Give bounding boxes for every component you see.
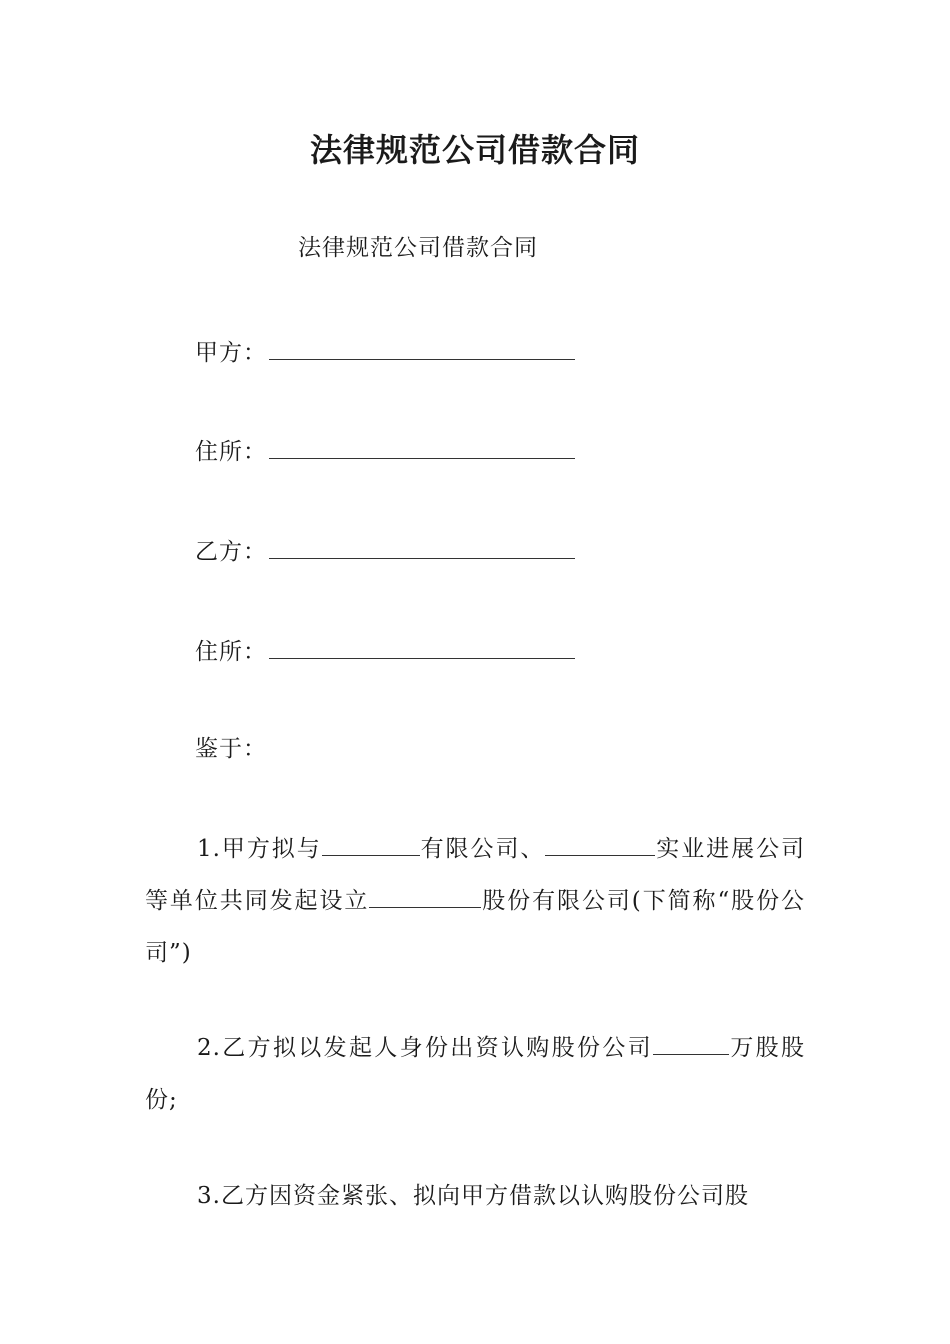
clause-2-blank-1 <box>653 1032 729 1055</box>
party-a-row <box>195 333 575 371</box>
clause-1-text-5: 股份有限公司(下简称 <box>481 888 718 914</box>
document-title: 法律规范公司借款合同 <box>309 131 640 169</box>
whereas-label: 鉴于： <box>195 736 267 762</box>
party-b-label: 乙方： <box>195 539 267 565</box>
clause-1-blank-1 <box>322 833 420 856</box>
party-a-address-label: 住所： <box>195 439 267 465</box>
party-a-blank <box>269 333 575 360</box>
clause-2 <box>145 1022 805 1126</box>
whereas-heading <box>195 731 267 767</box>
clause-2-text-1: 2.乙方拟以发起人身份出资认购股份公司 <box>197 1035 653 1061</box>
party-b-address-blank <box>269 632 575 659</box>
clause-1-text-3: 实业进展公 <box>655 836 782 862</box>
party-a-address-blank <box>269 432 575 459</box>
clause-3 <box>145 1170 805 1222</box>
clause-3-text-1: 3.乙方因资金紧张、拟向甲方借款以认购股份公司股 <box>197 1183 749 1209</box>
clause-1-text-2: 有限公司、 <box>419 836 546 862</box>
clause-1-blank-3 <box>369 885 481 908</box>
party-b-row <box>195 532 575 570</box>
clause-2-text-2: 万股 <box>728 1035 781 1061</box>
party-b-blank <box>269 532 575 559</box>
document-subtitle: 法律规范公司借款合同 <box>298 235 538 261</box>
clause-1-text-1: 1.甲方拟与 <box>197 836 322 862</box>
clause-1 <box>145 823 805 979</box>
party-a-address-row <box>195 432 575 470</box>
party-b-address-row <box>195 632 575 670</box>
clause-1-text-4: 司等单位共同发起设立 <box>145 836 806 914</box>
party-b-address-label: 住所： <box>195 639 267 665</box>
clause-2-text-3: 股份; <box>145 1035 805 1113</box>
party-a-label: 甲方： <box>195 340 267 366</box>
clause-1-blank-2 <box>545 833 655 856</box>
clause-1-text-6: “股份公司”) <box>145 888 805 966</box>
